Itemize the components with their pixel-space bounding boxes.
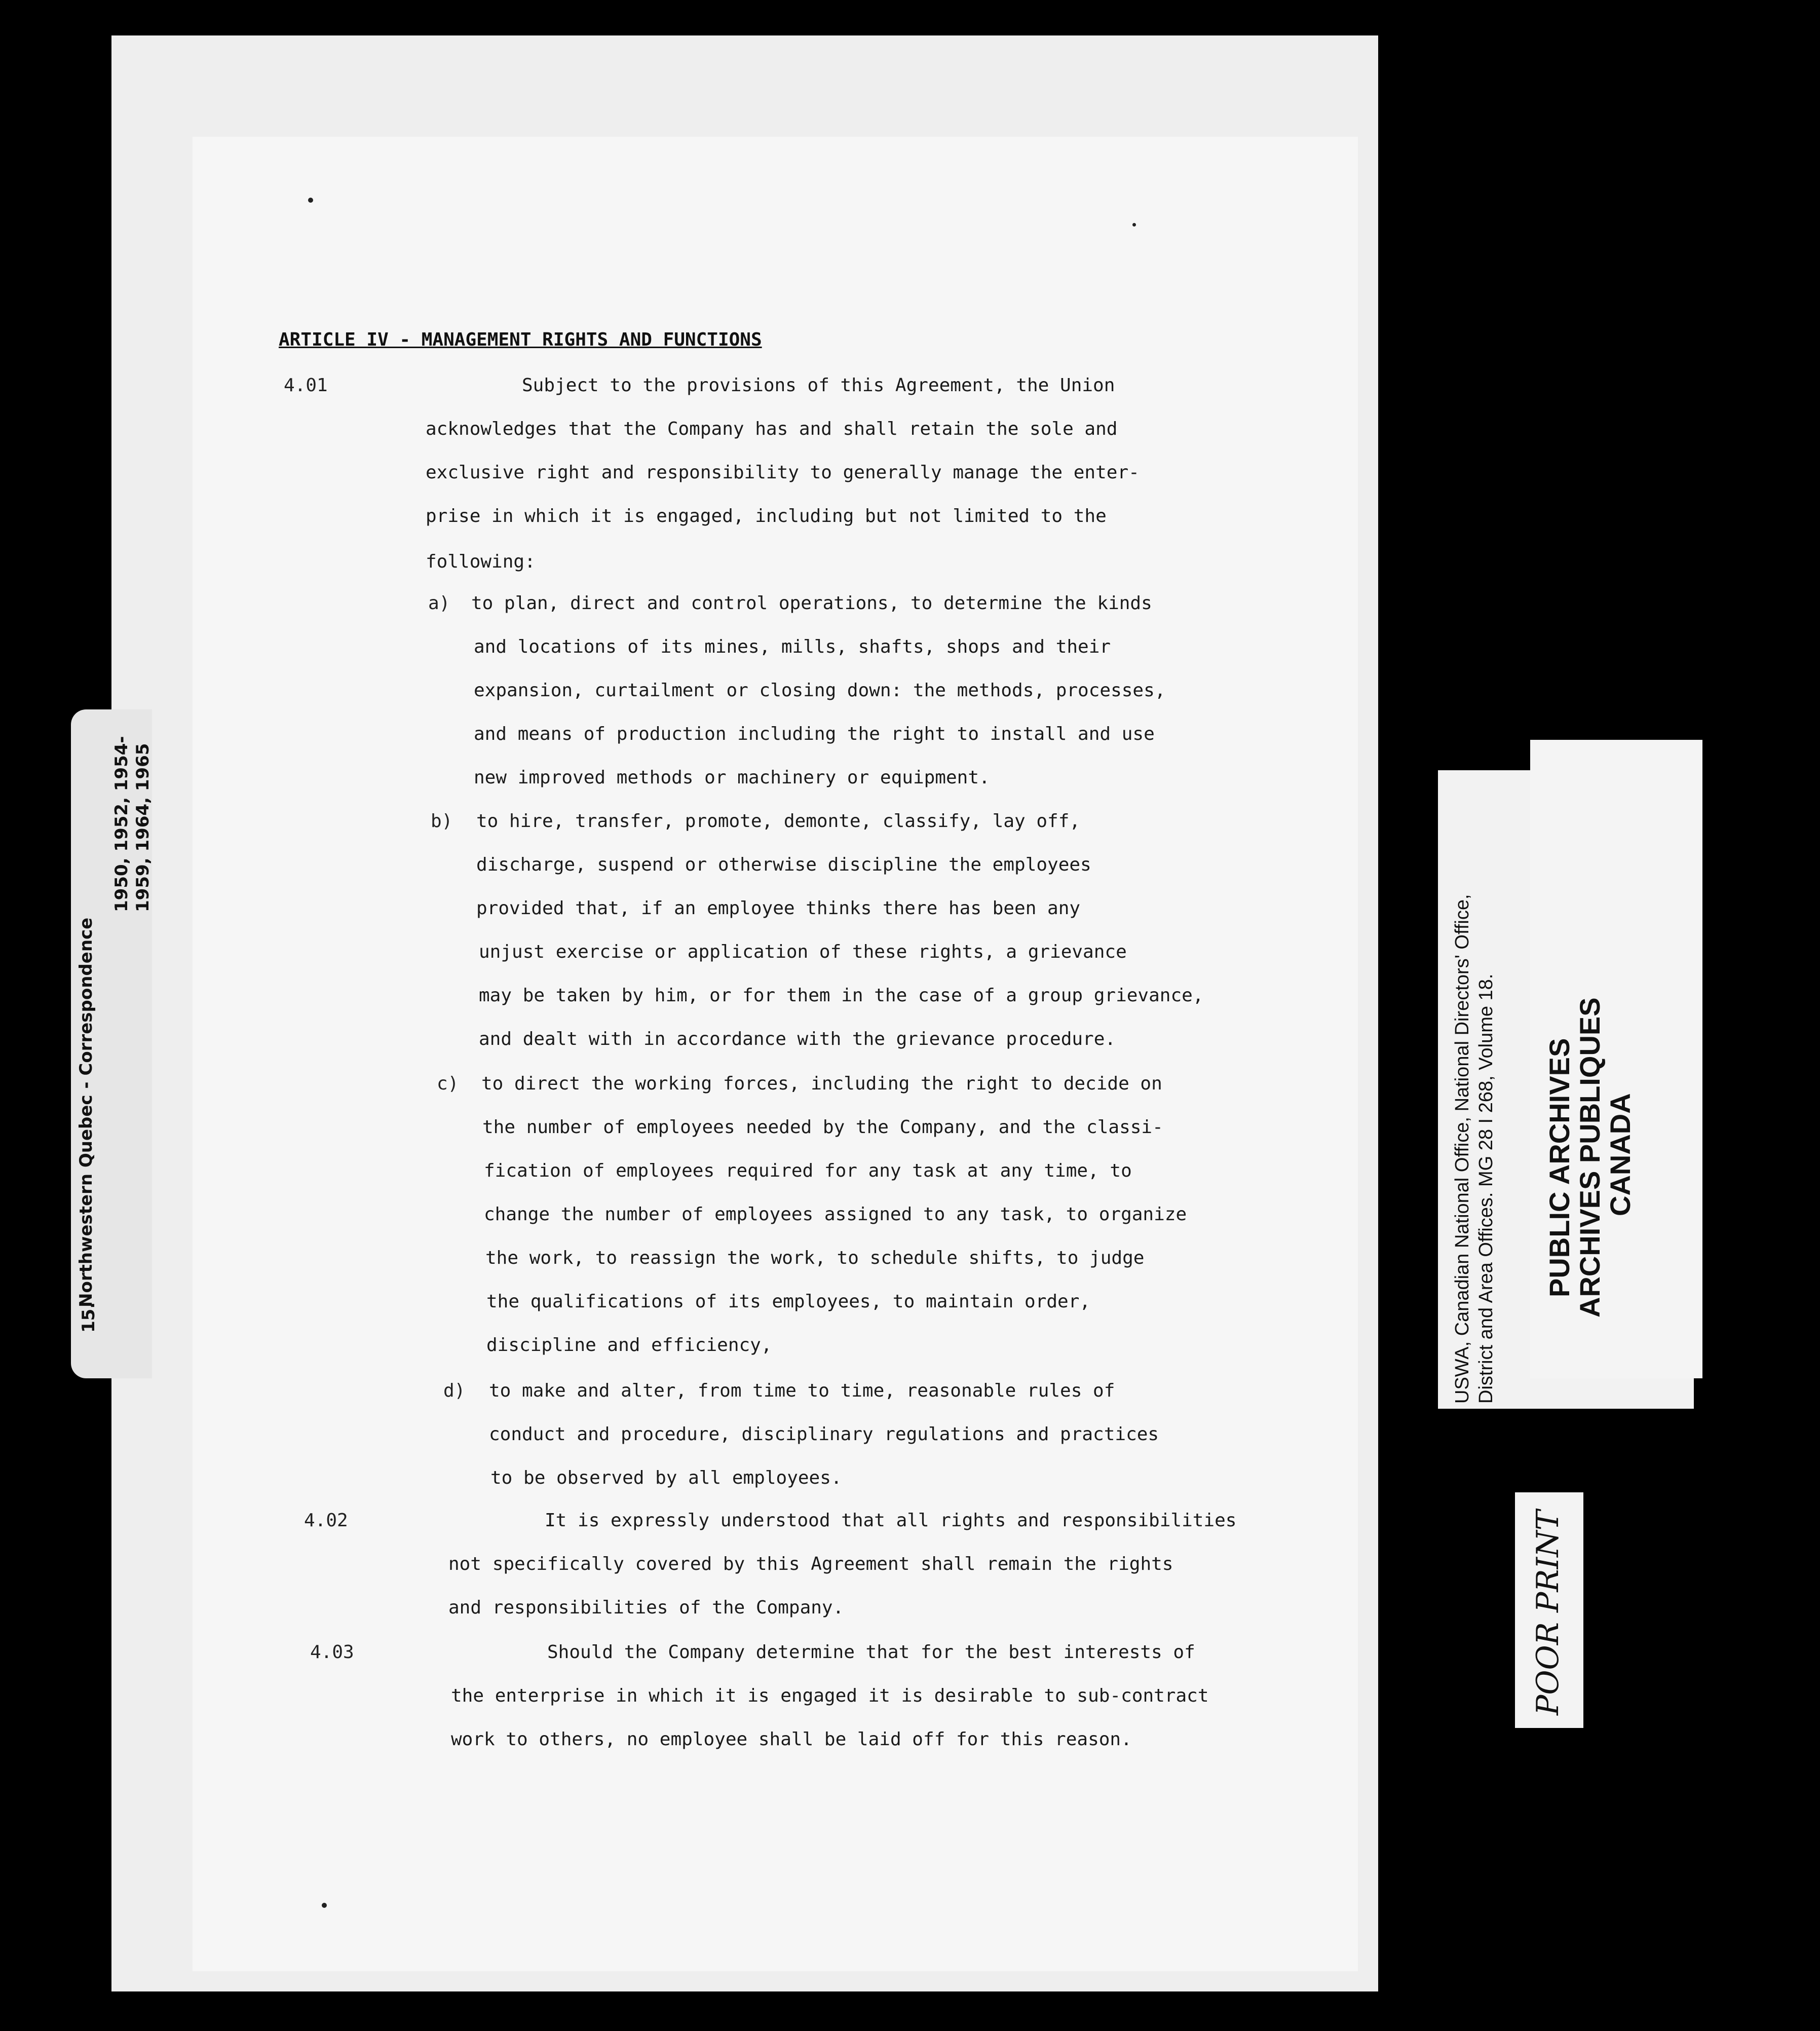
section-number: 4.01 xyxy=(284,375,328,396)
item-line: to plan, direct and control operations, to determine the kinds xyxy=(471,593,1152,614)
section-line: work to others, no employee shall be laid off for this reason. xyxy=(451,1729,1132,1750)
item-line: and means of production including the right to install and use xyxy=(474,724,1155,744)
item-line: discharge, suspend or otherwise discipline the employees xyxy=(476,854,1091,875)
handwritten-note: POOR PRINT xyxy=(1530,1510,1566,1715)
section-line: following: xyxy=(426,551,536,572)
item-line: to be observed by all employees. xyxy=(490,1468,842,1488)
item-line: may be taken by him, or for them in the case of a group grievance, xyxy=(479,985,1204,1006)
folder-tab-years-line1: 1950, 1952, 1954- xyxy=(111,736,132,912)
section-line: Subject to the provisions of this Agreement, the Union xyxy=(522,375,1115,396)
item-line: and locations of its mines, mills, shafts, shops and their xyxy=(474,636,1111,657)
item-label: a) xyxy=(428,593,450,614)
folder-tab-title: Northwestern Quebec - Correspondence xyxy=(76,917,96,1307)
item-line: new improved methods or machinery or equipment. xyxy=(474,767,990,788)
section-line: not specifically covered by this Agreement shall remain the rights xyxy=(448,1554,1173,1574)
item-line: the qualifications of its employees, to maintain order, xyxy=(486,1291,1091,1312)
paper-speck xyxy=(308,198,313,203)
item-line: discipline and efficiency, xyxy=(486,1335,772,1356)
item-line: unjust exercise or application of these rights, a grievance xyxy=(479,942,1127,962)
section-line: prise in which it is engaged, including but not limited to the xyxy=(426,506,1107,526)
section-number: 4.03 xyxy=(310,1642,354,1663)
section-line: acknowledges that the Company has and shall retain the sole and xyxy=(426,419,1118,439)
item-line: to direct the working forces, including the right to decide on xyxy=(481,1073,1162,1094)
item-line: change the number of employees assigned to any task, to organize xyxy=(484,1204,1187,1225)
archive-reference-line1: USWA, Canadian National Office, National Directors' Office, xyxy=(1452,894,1473,1404)
item-label: c) xyxy=(437,1073,459,1094)
item-line: expansion, curtailment or closing down: the methods, processes, xyxy=(474,680,1166,701)
item-line: conduct and procedure, disciplinary regulations and practices xyxy=(489,1424,1159,1445)
article-heading: ARTICLE IV - MANAGEMENT RIGHTS AND FUNCTIONS xyxy=(279,329,762,350)
paper-speck xyxy=(322,1903,327,1908)
archive-reference-line2: District and Area Offices. MG 28 I 268, Volume 18. xyxy=(1475,973,1497,1404)
archive-stamp-line1: PUBLIC ARCHIVES xyxy=(1543,1038,1575,1297)
item-line: and dealt with in accordance with the grievance procedure. xyxy=(479,1029,1116,1049)
section-number: 4.02 xyxy=(304,1510,348,1531)
folder-tab-number: 15. xyxy=(79,1302,99,1333)
paper-speck xyxy=(1132,223,1136,227)
item-line: to hire, transfer, promote, demonte, classify, lay off, xyxy=(476,811,1081,832)
item-line: to make and alter, from time to time, reasonable rules of xyxy=(489,1380,1115,1401)
section-line: the enterprise in which it is engaged it is desirable to sub-contract xyxy=(451,1685,1209,1706)
item-line: provided that, if an employee thinks there has been any xyxy=(476,898,1081,919)
item-line: the work, to reassign the work, to schedule shifts, to judge xyxy=(485,1248,1145,1268)
section-line: Should the Company determine that for the best interests of xyxy=(547,1642,1195,1663)
item-label: d) xyxy=(443,1380,466,1401)
item-label: b) xyxy=(431,811,453,832)
archive-stamp-line3: CANADA xyxy=(1604,1093,1636,1216)
item-line: the number of employees needed by the Company, and the classi- xyxy=(482,1117,1163,1138)
section-line: It is expressly understood that all rights and responsibilities xyxy=(545,1510,1237,1531)
folder-tab-years-line2: 1959, 1964, 1965 xyxy=(133,743,153,912)
archive-stamp-line2: ARCHIVES PUBLIQUES xyxy=(1574,997,1606,1318)
section-line: exclusive right and responsibility to generally manage the enter- xyxy=(426,462,1140,483)
item-line: fication of employees required for any task at any time, to xyxy=(484,1160,1132,1181)
section-line: and responsibilities of the Company. xyxy=(448,1597,844,1618)
